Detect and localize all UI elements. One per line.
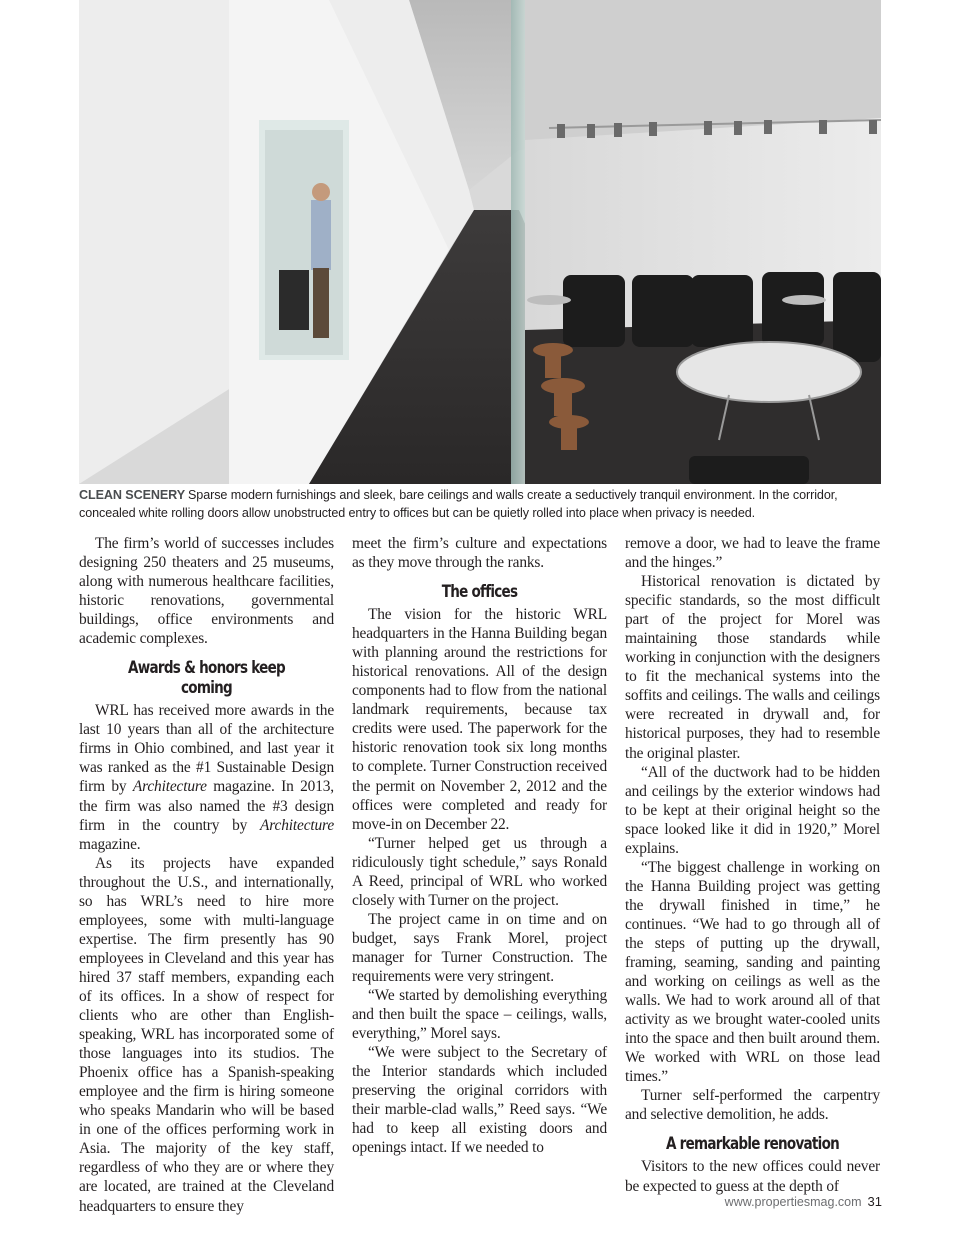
- paragraph: The firm’s world of successes includes designing 250 theaters and 25 museums, along with numerous healthcare facilities, historic renovations, governmental buildings, office environments and academic complexes.: [79, 535, 334, 648]
- article-column-3: [625, 534, 880, 1196]
- office-photo: [79, 0, 881, 484]
- paragraph: The project came in on time and on budget, says Frank Morel, project manager for Turner Construction. The requirements were very stringent.: [352, 910, 607, 985]
- paragraph: “We started by demolishing everything and then built the space – ceilings, walls, everything,” Morel says.: [352, 987, 607, 1043]
- text-run: magazine. In 2013, the firm was also named the #3 design firm in the country by: [79, 778, 334, 834]
- photo-caption: [79, 486, 884, 522]
- caption-text: Sparse modern furnishings and sleek, bare ceilings and walls create a seductively tranquil environment. In the corridor, concealed white rolling doors allow unobstructed entry to offices but can be quietly rolled into place when privacy is needed.: [79, 488, 838, 520]
- article-column-2: [352, 534, 607, 1157]
- paragraph: As its projects have expanded throughout the U.S., and internationally, so has WRL’s need to hire more employees, some with multi-language expertise. The firm presently has 90 employees in Cleveland and this year has hired 37 staff members, expanding each of its offices. In a show of respect for clients who are other than English-speaking, WRL has incorporated some of those languages into its studios. The Phoenix office has a Spanish-speaking employee and the firm is hiring someone who speaks Mandarin who will be based in one of the offices performing work in Asia. The majority of the key staff, regardless of who they are or where they are located, are trained at the Cleveland headquarters to ensure they: [79, 854, 334, 1215]
- magazine-name: Architecture: [260, 816, 334, 834]
- magazine-name: Architecture: [132, 778, 207, 796]
- paragraph: “All of the ductwork had to be hidden and ceilings by the exterior windows had to be kept at their original height so the space looked like it did in 1920,” Morel explains.: [625, 763, 880, 857]
- site-url: www.propertiesmag.com: [724, 1195, 862, 1209]
- article-column-1: [79, 534, 334, 1216]
- section-heading-renovation: A remarkable renovation: [665, 1134, 840, 1154]
- page-footer: [725, 1194, 882, 1209]
- paragraph: Historical renovation is dictated by specific standards, so the most difficult part of the project for Morel was maintaining those standards while working in conjunction with the designers to fit the mechanical systems into the soffits and ceilings. The walls and ceilings were recreated in drywall and, for historical purposes, they had to resemble the original plaster.: [625, 573, 880, 762]
- caption-lead: CLEAN SCENERY: [79, 488, 185, 502]
- paragraph: Visitors to the new offices could never be expected to guess at the depth of: [625, 1158, 880, 1195]
- paragraph: “Turner helped get us through a ridiculously tight schedule,” says Ronald A Reed, principal of WRL who worked closely with Turner on the project.: [352, 834, 607, 909]
- section-heading-awards: Awards & honors keep coming: [128, 658, 285, 698]
- paragraph: meet the firm’s culture and expectations as they move through the ranks.: [352, 535, 607, 572]
- paragraph: The vision for the historic WRL headquarters in the Hanna Building began with planning around the restrictions for historical renovations. All of the design components had to flow from the national landmark requirements, because tax credits were used. The paperwork for the historic renovation took six long months to complete. Turner Construction received the permit on November 2, 2012 and the offices were completed and ready for move-in on December 22.: [352, 606, 607, 833]
- text-run: WRL has received more awards in the last 10 years than all of the architecture firms in Ohio combined, and last year it was ranked as the #1 Sustainable Design firm by: [79, 702, 334, 796]
- section-heading-offices: The offices: [441, 582, 518, 602]
- text-run: magazine.: [79, 835, 141, 853]
- page-number: 31: [867, 1194, 882, 1209]
- paragraph: “The biggest challenge in working on the Hanna Building project was getting the drywall finished in time,” he continues. “We had to go through all of the steps of putting up the drywall, framing, seaming, sanding and painting and working on ceilings as well as the walls. We had to work around all of that activity as we brought water-cooled units into the space and then built around them. We worked with WRL on those lead times.”: [625, 858, 880, 1086]
- paragraph: [79, 701, 334, 853]
- paragraph: remove a door, we had to leave the frame and the hinges.”: [625, 535, 880, 572]
- paragraph: Turner self-performed the carpentry and selective demolition, he adds.: [625, 1087, 880, 1124]
- paragraph: “We were subject to the Secretary of the Interior standards which included preserving the original corridors with their marble-clad walls,” Reed says. “We had to keep all existing doors and openings intact. If we needed to: [352, 1044, 607, 1157]
